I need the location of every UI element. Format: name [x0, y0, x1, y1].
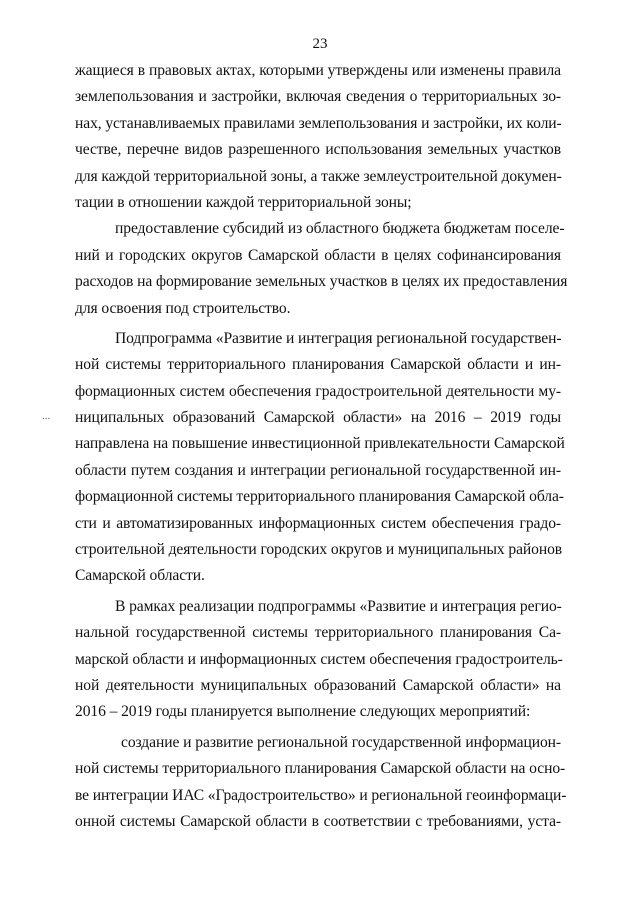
text-line: Подпрограмма «Развитие и интеграция региональной государствен- — [115, 329, 562, 347]
text-line: формационной системы территориального планирования Самарской обла- — [75, 488, 564, 506]
text-line: тации в отношении каждой территориальной зоны; — [75, 193, 412, 211]
text-line: ной деятельности муниципальных образований Самарской области» на — [75, 676, 561, 694]
text-line: сти и автоматизированных информационных систем обеспечения градо- — [75, 514, 561, 532]
text-line: 2016 – 2019 годы планируется выполнение следующих мероприятий: — [75, 703, 531, 721]
text-line: ной системы территориального планирования Самарской области на осно- — [75, 760, 566, 778]
text-line: честве, перечне видов разрешенного использования земельных участков — [75, 141, 561, 159]
text-line: ной системы территориального планирования Самарской области и ин- — [75, 356, 561, 374]
text-line: направлена на повышение инвестиционной привлекательности Самарской — [75, 435, 565, 453]
text-line: онной системы Самарской области в соответствии с требованиями, уста- — [75, 812, 561, 830]
text-line: ниципальных образований Самарской области» на 2016 – 2019 годы — [75, 409, 561, 427]
text-line: Самарской области. — [75, 567, 205, 585]
text-line: формационных систем обеспечения градостроительной деятельности му- — [75, 382, 561, 400]
text-line: землепользования и застройки, включая сведения о территориальных зо- — [75, 88, 561, 106]
body-text — [75, 58, 568, 835]
text-line: марской области и информационных систем обеспечения градостроитель- — [75, 650, 563, 668]
margin-mark: ... — [42, 410, 51, 422]
text-line: жащиеся в правовых актах, которыми утверждены или изменены правила — [75, 62, 561, 79]
text-line: В рамках реализации подпрограммы «Развитие и интеграция регио- — [115, 597, 562, 615]
page-number: 23 — [312, 36, 328, 52]
text-line: нальной государственной системы территориального планирования Са- — [75, 624, 561, 642]
text-line: создание и развитие региональной государственной информацион- — [121, 733, 561, 751]
text-line: расходов на формирование земельных участков в целях их предоставления — [75, 273, 568, 291]
text-line: для каждой территориальной зоны, а также землеустроительной докумен- — [75, 167, 562, 185]
text-line: для освоения под строительство. — [75, 299, 291, 317]
text-line: ве интеграции ИАС «Градостроительство» и региональной геоинформаци- — [75, 786, 567, 804]
text-line: нах, устанавливаемых правилами землепользования и застройки, их коли- — [75, 114, 562, 132]
text-line: ний и городских округов Самарской области в целях софинансирования — [75, 246, 561, 264]
text-line: предоставление субсидий из областного бюджета бюджетам поселе- — [115, 220, 565, 238]
text-line: области путем создания и интеграции региональной государственной ин- — [75, 461, 561, 479]
text-line: строительной деятельности городских округов и муниципальных районов — [75, 541, 563, 559]
